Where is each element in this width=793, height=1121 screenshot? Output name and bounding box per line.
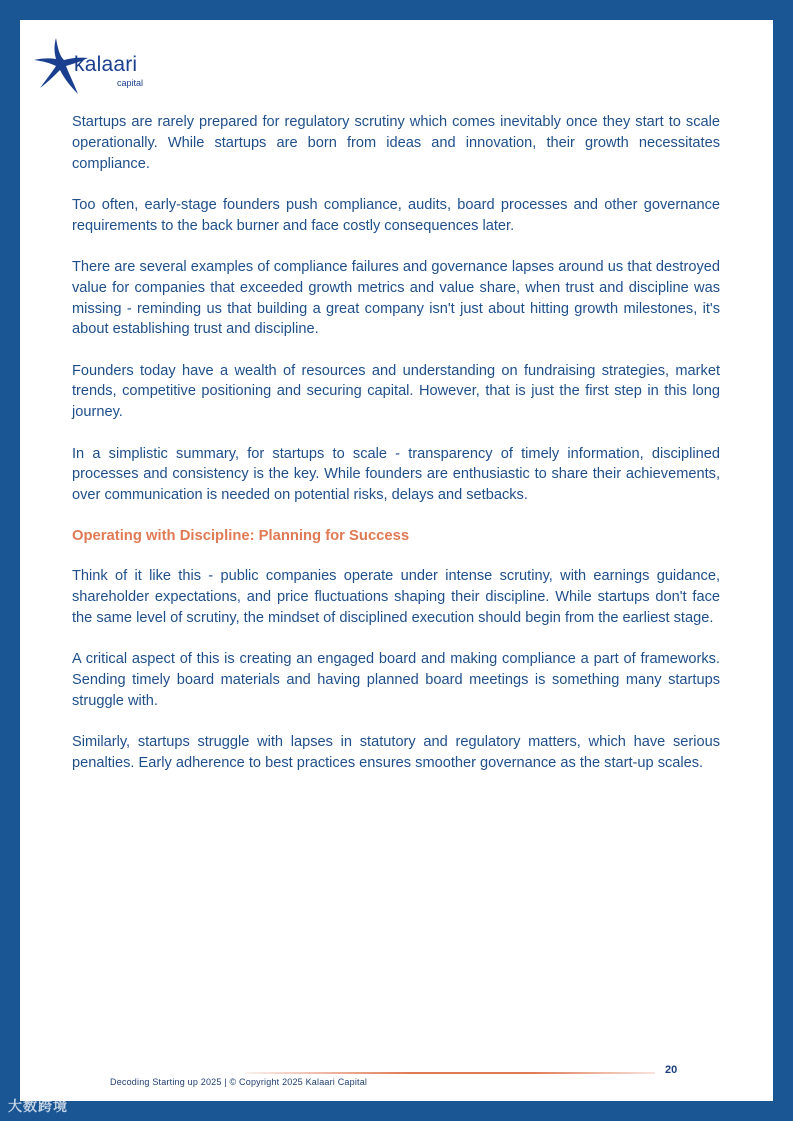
paragraph: There are several examples of compliance failures and governance lapses around us that destroyed value for companies that exceeded growth metrics and value share, when trust and discipline was missing - reminding us that building a great company isn't just about hitting growth milestones, it's about establishing trust and discipline.	[72, 258, 720, 338]
document-page	[20, 20, 773, 1101]
logo-wordmark: kalaari	[74, 53, 138, 76]
paragraph: In a simplistic summary, for startups to scale - transparency of timely information, disciplined processes and consistency is the key. While founders are enthusiastic to share their achievements, over communication is needed on potential risks, delays and setbacks.	[72, 445, 720, 504]
footer-text: Decoding Starting up 2025 | © Copyright 2025 Kalaari Capital	[110, 1077, 368, 1087]
section-heading: Operating with Discipline: Planning for Success	[72, 528, 410, 545]
watermark: 大数跨境	[8, 1098, 68, 1114]
footer-divider	[245, 1072, 655, 1074]
paragraph: Too often, early-stage founders push compliance, audits, board processes and other governance requirements to the back burner and face costly consequences later.	[72, 196, 720, 234]
main-content	[72, 112, 720, 794]
paragraph: A critical aspect of this is creating an engaged board and making compliance a part of frameworks. Sending timely board materials and having planned board meetings is something many startups struggle with.	[72, 651, 720, 709]
paragraph: Founders today have a wealth of resources and understanding on fundraising strategies, market trends, competitive positioning and securing capital. However, that is just the first step in this long journey.	[72, 362, 720, 421]
kalaari-logo	[34, 36, 154, 96]
paragraph: Think of it like this - public companies operate under intense scrutiny, with earnings guidance, shareholder expectations, and price fluctuations shaping their discipline. While startups don't face the same level of scrutiny, the mindset of disciplined execution should begin from the earliest stage.	[72, 568, 720, 627]
page-number: 20	[665, 1064, 678, 1076]
paragraph: Startups are rarely prepared for regulatory scrutiny which comes inevitably once they start to scale operationally. While startups are born from ideas and innovation, their growth necessitates compliance.	[72, 114, 720, 172]
logo-subtitle: capital	[117, 78, 144, 88]
paragraph: Similarly, startups struggle with lapses in statutory and regulatory matters, which have serious penalties. Early adherence to best practices ensures smoother governance as the start-up scales.	[72, 734, 720, 772]
